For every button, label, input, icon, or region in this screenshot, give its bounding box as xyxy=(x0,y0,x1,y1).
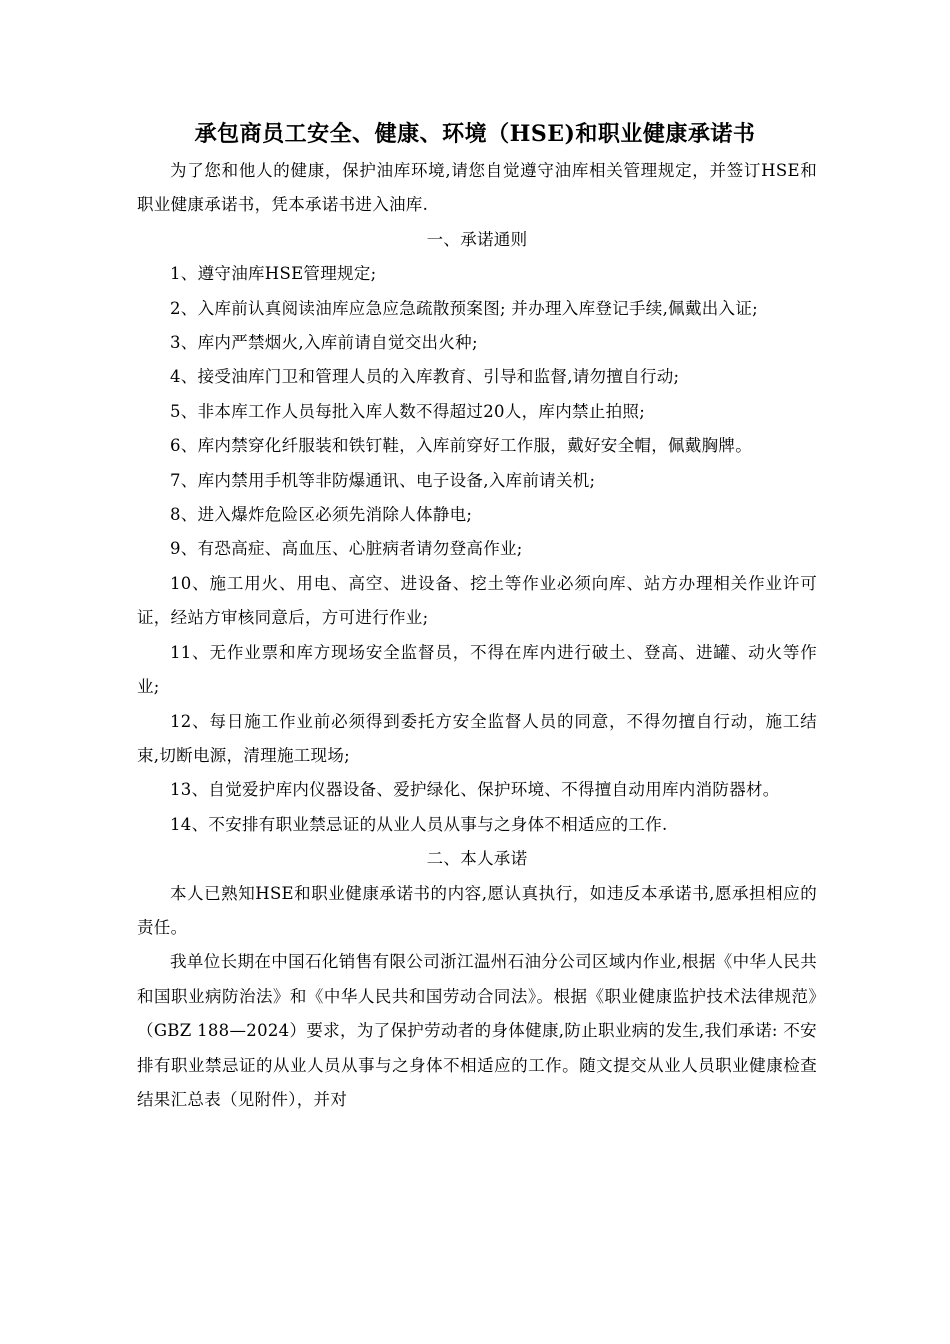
unit-pledge-paragraph: 我单位长期在中国石化销售有限公司浙江温州石油分公司区域内作业,根据《中华人民共和国职业病防治法》和《中华人民共和国劳动合同法》。根据《职业健康监护技术法律规范》（GBZ 188—2024）要求，为了保护劳动者的身体健康,防止职业病的发生,我们承诺: 不安排有职业禁忌证的从业人员从事与之身体不相适应的工作。随文提交从业人员职业健康检查结果汇总表（见附件），并对 xyxy=(137,952,817,1109)
rule-item: 8、进入爆炸危险区必须先消除人体静电; xyxy=(170,505,473,525)
personal-pledge-paragraph: 本人已熟知HSE和职业健康承诺书的内容,愿认真执行，如违反本承诺书,愿承担相应的责任。 xyxy=(137,883,817,937)
rule-item: 11、无作业票和库方现场安全监督员，不得在库内进行破土、登高、进罐、动火等作业; xyxy=(137,642,817,697)
document-body xyxy=(137,154,817,1117)
rule-item: 1、遵守油库HSE管理规定; xyxy=(170,264,377,284)
rule-item: 6、库内禁穿化纤服装和铁钉鞋，入库前穿好工作服，戴好安全帽，佩戴胸牌。 xyxy=(170,436,752,456)
rule-item: 14、不安排有职业禁忌证的从业人员从事与之身体不相适应的工作. xyxy=(170,814,668,834)
rule-item: 12、每日施工作业前必须得到委托方安全监督人员的同意，不得勿擅自行动，施工结束,切断电源，清理施工现场; xyxy=(137,711,817,765)
rule-item: 3、库内严禁烟火,入库前请自觉交出火种; xyxy=(170,333,478,353)
rule-item: 4、接受油库门卫和管理人员的入库教育、引导和监督,请勿擅自行动; xyxy=(170,367,680,387)
section-heading-general-rules: 一、承诺通则 xyxy=(426,229,528,249)
intro-paragraph: 为了您和他人的健康，保护油库环境,请您自觉遵守油库相关管理规定，并签订HSE和职业健康承诺书，凭本承诺书进入油库. xyxy=(137,161,817,215)
rule-item: 5、非本库工作人员每批入库人数不得超过20人，库内禁止拍照; xyxy=(170,401,646,421)
rule-item: 9、有恐高症、高血压、心脏病者请勿登高作业; xyxy=(170,539,523,559)
rule-item: 2、入库前认真阅读油库应急应急疏散预案图; 并办理入库登记手续,佩戴出入证; xyxy=(170,298,759,318)
rule-item: 7、库内禁用手机等非防爆通讯、电子设备,入库前请关机; xyxy=(170,470,596,490)
rule-item: 13、自觉爱护库内仪器设备、爱护绿化、保护环境、不得擅自动用库内消防器材。 xyxy=(170,780,780,800)
section-heading-personal-pledge: 二、本人承诺 xyxy=(426,849,528,869)
document-title: 承包商员工安全、健康、环境（HSE)和职业健康承诺书 xyxy=(194,121,756,147)
rule-item: 10、施工用火、用电、高空、进设备、挖土等作业必须向库、站方办理相关作业许可证，经站方审核同意后，方可进行作业; xyxy=(137,573,817,628)
